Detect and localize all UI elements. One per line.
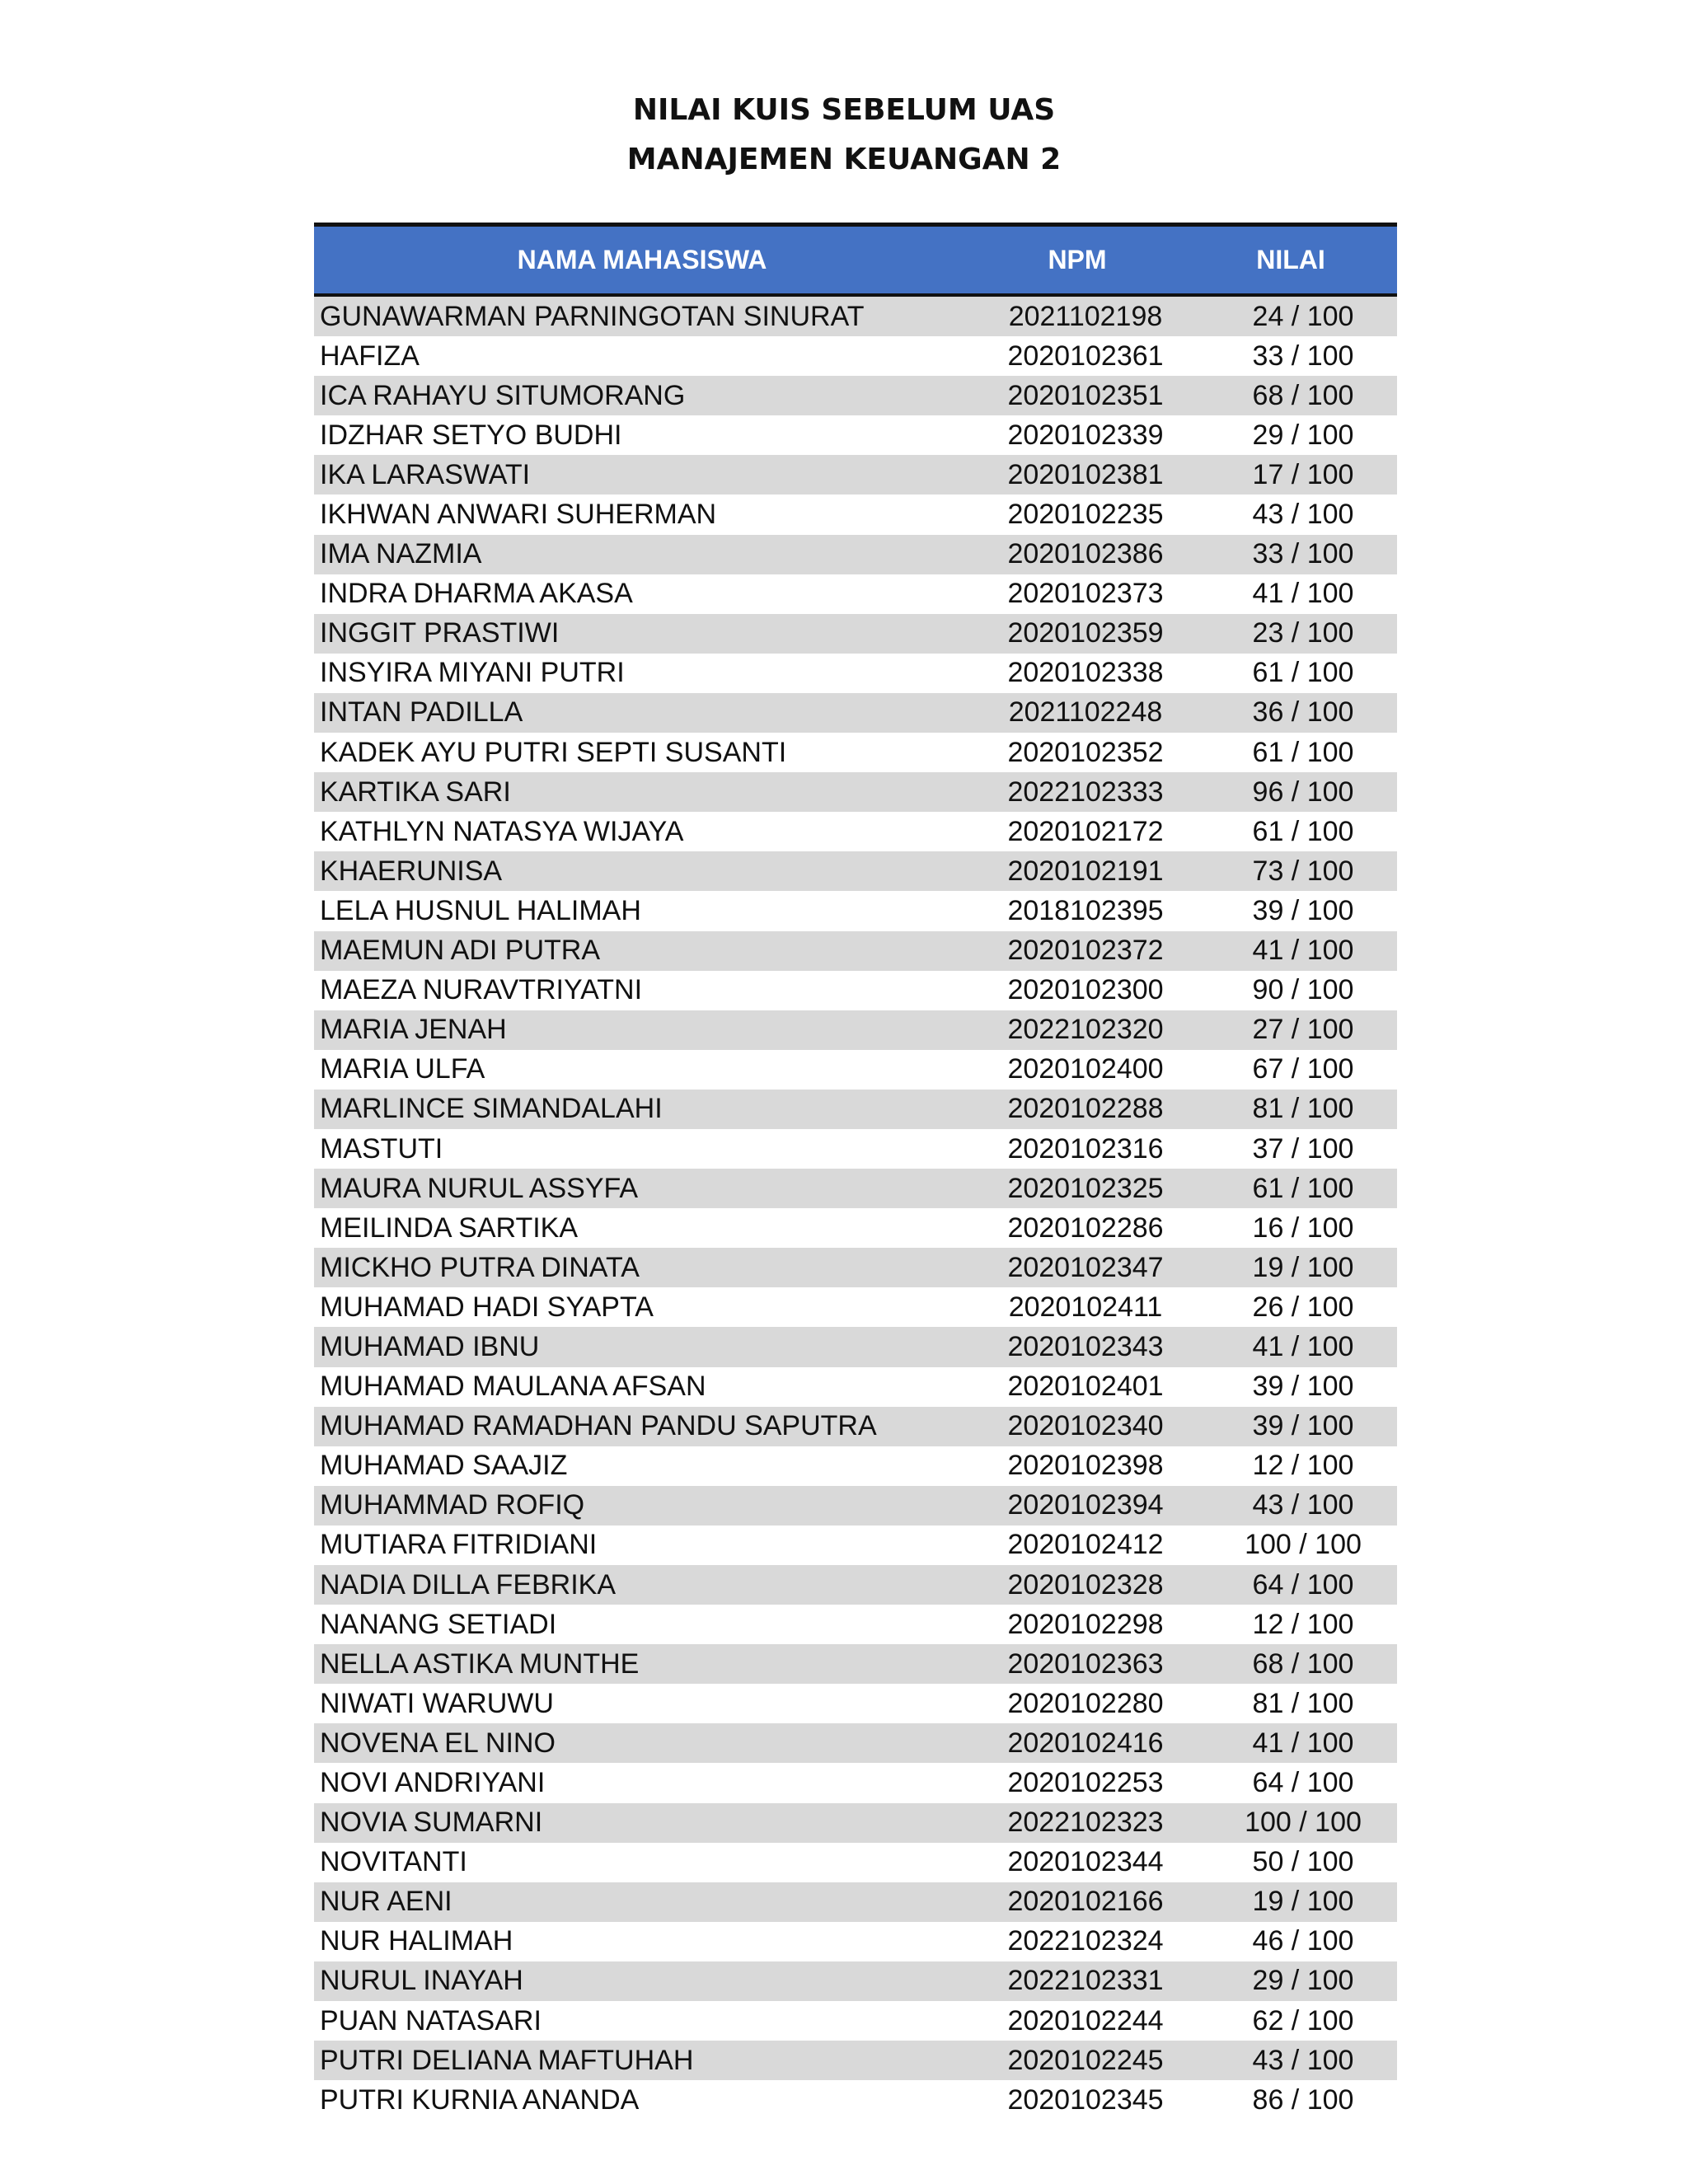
cell-npm: 2022102333 xyxy=(1007,776,1164,808)
cell-nama-mahasiswa: IMA NAZMIA xyxy=(320,538,482,570)
cell-nilai: 64 / 100 xyxy=(1252,1767,1354,1799)
cell-npm: 2020102339 xyxy=(1007,419,1164,451)
cell-npm: 2022102320 xyxy=(1007,1014,1164,1046)
cell-nama-mahasiswa: KADEK AYU PUTRI SEPTI SUSANTI xyxy=(320,736,787,768)
cell-npm: 2020102316 xyxy=(1007,1132,1164,1165)
table-row xyxy=(314,376,1397,415)
table-row xyxy=(314,1882,1397,1922)
table-row xyxy=(314,2041,1397,2080)
table-header-row xyxy=(314,227,1397,293)
table-row xyxy=(314,1526,1397,1565)
cell-nilai: 41 / 100 xyxy=(1252,935,1354,967)
cell-nama-mahasiswa: KATHLYN NATASYA WIJAYA xyxy=(320,815,684,847)
header-nilai: NILAI xyxy=(1256,245,1325,274)
cell-npm: 2020102345 xyxy=(1007,2083,1164,2116)
table-row xyxy=(314,1407,1397,1446)
cell-nilai: 61 / 100 xyxy=(1252,657,1354,689)
cell-nama-mahasiswa: MUHAMAD HADI SYAPTA xyxy=(320,1291,654,1323)
cell-nama-mahasiswa: LELA HUSNUL HALIMAH xyxy=(320,894,641,926)
cell-nilai: 23 / 100 xyxy=(1252,617,1354,649)
cell-nama-mahasiswa: NIWATI WARUWU xyxy=(320,1687,554,1719)
header-npm: NPM xyxy=(1048,245,1107,274)
cell-nama-mahasiswa: NELLA ASTIKA MUNTHE xyxy=(320,1647,640,1680)
cell-nama-mahasiswa: INDRA DHARMA AKASA xyxy=(320,578,633,610)
cell-nama-mahasiswa: NANANG SETIADI xyxy=(320,1608,557,1640)
table-row xyxy=(314,1367,1397,1407)
table-row xyxy=(314,2080,1397,2120)
cell-npm: 2022102331 xyxy=(1007,1965,1164,1997)
cell-nilai: 81 / 100 xyxy=(1252,1093,1354,1125)
cell-nama-mahasiswa: MARIA ULFA xyxy=(320,1053,485,1085)
cell-nilai: 61 / 100 xyxy=(1252,815,1354,847)
table-row xyxy=(314,1723,1397,1763)
table-row xyxy=(314,2001,1397,2041)
cell-nama-mahasiswa: NOVI ANDRIYANI xyxy=(320,1767,546,1799)
table-row xyxy=(314,1565,1397,1605)
table-row xyxy=(314,1208,1397,1248)
cell-npm: 2020102172 xyxy=(1007,815,1164,847)
cell-nilai: 12 / 100 xyxy=(1252,1608,1354,1640)
table-row xyxy=(314,1446,1397,1486)
cell-nilai: 33 / 100 xyxy=(1252,340,1354,372)
cell-nilai: 67 / 100 xyxy=(1252,1053,1354,1085)
cell-nilai: 64 / 100 xyxy=(1252,1568,1354,1601)
cell-npm: 2020102280 xyxy=(1007,1687,1164,1719)
cell-nama-mahasiswa: PUTRI DELIANA MAFTUHAH xyxy=(320,2044,694,2076)
cell-npm: 2020102325 xyxy=(1007,1172,1164,1204)
cell-npm: 2020102372 xyxy=(1007,935,1164,967)
table-row xyxy=(314,574,1397,614)
cell-nilai: 46 / 100 xyxy=(1252,1925,1354,1957)
cell-npm: 2020102411 xyxy=(1008,1291,1163,1323)
cell-npm: 2020102235 xyxy=(1007,499,1164,531)
cell-nama-mahasiswa: GUNAWARMAN PARNINGOTAN SINURAT xyxy=(320,300,865,332)
cell-nilai: 50 / 100 xyxy=(1252,1846,1354,1878)
table-row xyxy=(314,1803,1397,1843)
cell-npm: 2020102245 xyxy=(1007,2044,1164,2076)
cell-nilai: 26 / 100 xyxy=(1252,1291,1354,1323)
cell-nilai: 24 / 100 xyxy=(1252,300,1354,332)
cell-npm: 2020102394 xyxy=(1007,1489,1164,1521)
cell-nama-mahasiswa: INGGIT PRASTIWI xyxy=(320,617,560,649)
cell-nama-mahasiswa: MUHAMAD SAAJIZ xyxy=(320,1450,568,1482)
cell-nilai: 19 / 100 xyxy=(1252,1251,1354,1283)
table-row xyxy=(314,971,1397,1010)
header-nama-mahasiswa: NAMA MAHASISWA xyxy=(517,245,767,274)
cell-npm: 2020102381 xyxy=(1007,458,1164,490)
cell-nama-mahasiswa: MUHAMMAD ROFIQ xyxy=(320,1489,585,1521)
table-row xyxy=(314,1684,1397,1723)
cell-nama-mahasiswa: IKHWAN ANWARI SUHERMAN xyxy=(320,499,717,531)
table-row xyxy=(314,1050,1397,1090)
cell-nama-mahasiswa: ICA RAHAYU SITUMORANG xyxy=(320,379,686,411)
table-body xyxy=(314,297,1397,2120)
table-row xyxy=(314,1129,1397,1169)
table-row xyxy=(314,1090,1397,1129)
cell-nama-mahasiswa: HAFIZA xyxy=(320,340,420,372)
cell-nama-mahasiswa: NADIA DILLA FEBRIKA xyxy=(320,1568,617,1601)
cell-npm: 2020102300 xyxy=(1007,974,1164,1006)
cell-npm: 2020102351 xyxy=(1007,379,1164,411)
table-row xyxy=(314,1843,1397,1882)
cell-nilai: 17 / 100 xyxy=(1252,458,1354,490)
cell-npm: 2020102416 xyxy=(1007,1727,1164,1759)
table-row xyxy=(314,494,1397,534)
table-row xyxy=(314,336,1397,376)
cell-npm: 2020102298 xyxy=(1007,1608,1164,1640)
cell-npm: 2020102386 xyxy=(1007,538,1164,570)
grade-table xyxy=(314,223,1397,2120)
cell-npm: 2020102347 xyxy=(1007,1251,1164,1283)
table-row xyxy=(314,1327,1397,1366)
cell-npm: 2020102359 xyxy=(1007,617,1164,649)
cell-nama-mahasiswa: KHAERUNISA xyxy=(320,855,503,887)
cell-nama-mahasiswa: MUHAMAD MAULANA AFSAN xyxy=(320,1371,706,1403)
table-row xyxy=(314,1605,1397,1644)
cell-npm: 2020102352 xyxy=(1007,736,1164,768)
cell-nilai: 62 / 100 xyxy=(1252,2004,1354,2036)
cell-nama-mahasiswa: KARTIKA SARI xyxy=(320,776,511,808)
table-row xyxy=(314,1010,1397,1050)
cell-nilai: 100 / 100 xyxy=(1245,1807,1362,1839)
cell-nilai: 33 / 100 xyxy=(1252,538,1354,570)
cell-npm: 2020102361 xyxy=(1007,340,1164,372)
cell-nama-mahasiswa: NURUL INAYAH xyxy=(320,1965,523,1997)
cell-npm: 2020102340 xyxy=(1007,1410,1164,1442)
cell-npm: 2020102412 xyxy=(1007,1529,1164,1561)
table-row xyxy=(314,1922,1397,1961)
cell-nama-mahasiswa: MARIA JENAH xyxy=(320,1014,507,1046)
cell-nama-mahasiswa: MEILINDA SARTIKA xyxy=(320,1212,579,1244)
cell-npm: 2020102286 xyxy=(1007,1212,1164,1244)
table-row xyxy=(314,614,1397,654)
cell-npm: 2021102198 xyxy=(1008,300,1163,332)
table-row xyxy=(314,1169,1397,1208)
cell-nilai: 61 / 100 xyxy=(1252,1172,1354,1204)
table-row xyxy=(314,455,1397,494)
cell-nama-mahasiswa: MICKHO PUTRA DINATA xyxy=(320,1251,640,1283)
cell-npm: 2020102344 xyxy=(1007,1846,1164,1878)
cell-npm: 2020102253 xyxy=(1007,1767,1164,1799)
cell-npm: 2020102191 xyxy=(1007,855,1164,887)
title-line-2: MANAJEMEN KEUANGAN 2 xyxy=(626,143,1062,176)
cell-nilai: 41 / 100 xyxy=(1252,1727,1354,1759)
title-line-1: NILAI KUIS SEBELUM UAS xyxy=(632,93,1056,127)
cell-nama-mahasiswa: INTAN PADILLA xyxy=(320,696,523,729)
table-row xyxy=(314,1763,1397,1802)
cell-npm: 2020102166 xyxy=(1007,1886,1164,1918)
cell-npm: 2018102395 xyxy=(1007,894,1164,926)
cell-nama-mahasiswa: MAEMUN ADI PUTRA xyxy=(320,935,601,967)
cell-nilai: 100 / 100 xyxy=(1245,1529,1362,1561)
cell-nilai: 68 / 100 xyxy=(1252,379,1354,411)
cell-nama-mahasiswa: PUTRI KURNIA ANANDA xyxy=(320,2083,640,2116)
cell-nama-mahasiswa: MASTUTI xyxy=(320,1132,443,1165)
cell-nilai: 86 / 100 xyxy=(1252,2083,1354,2116)
cell-npm: 2020102244 xyxy=(1007,2004,1164,2036)
cell-nilai: 41 / 100 xyxy=(1252,1330,1354,1362)
cell-nilai: 61 / 100 xyxy=(1252,736,1354,768)
cell-npm: 2020102400 xyxy=(1007,1053,1164,1085)
cell-nilai: 29 / 100 xyxy=(1252,1965,1354,1997)
table-row xyxy=(314,415,1397,455)
cell-npm: 2022102324 xyxy=(1007,1925,1164,1957)
table-row xyxy=(314,851,1397,891)
cell-nama-mahasiswa: NUR HALIMAH xyxy=(320,1925,513,1957)
cell-nama-mahasiswa: NOVITANTI xyxy=(320,1846,467,1878)
cell-nilai: 19 / 100 xyxy=(1252,1886,1354,1918)
cell-nama-mahasiswa: NOVIA SUMARNI xyxy=(320,1807,543,1839)
table-row xyxy=(314,812,1397,851)
cell-nilai: 39 / 100 xyxy=(1252,1410,1354,1442)
cell-nama-mahasiswa: MUTIARA FITRIDIANI xyxy=(320,1529,598,1561)
table-row xyxy=(314,891,1397,930)
cell-nama-mahasiswa: MUHAMAD RAMADHAN PANDU SAPUTRA xyxy=(320,1410,877,1442)
cell-nama-mahasiswa: NUR AENI xyxy=(320,1886,452,1918)
cell-nilai: 90 / 100 xyxy=(1252,974,1354,1006)
table-row xyxy=(314,1248,1397,1287)
table-row xyxy=(314,654,1397,693)
cell-nama-mahasiswa: INSYIRA MIYANI PUTRI xyxy=(320,657,625,689)
table-row xyxy=(314,772,1397,812)
cell-npm: 2020102373 xyxy=(1007,578,1164,610)
cell-nilai: 43 / 100 xyxy=(1252,1489,1354,1521)
cell-nilai: 27 / 100 xyxy=(1252,1014,1354,1046)
cell-npm: 2020102401 xyxy=(1007,1371,1164,1403)
cell-nama-mahasiswa: NOVENA EL NINO xyxy=(320,1727,556,1759)
page-title xyxy=(0,86,1688,185)
table-row xyxy=(314,297,1397,336)
cell-nilai: 29 / 100 xyxy=(1252,419,1354,451)
table-row xyxy=(314,1644,1397,1684)
cell-nama-mahasiswa: MAEZA NURAVTRIYATNI xyxy=(320,974,643,1006)
cell-nama-mahasiswa: MUHAMAD IBNU xyxy=(320,1330,540,1362)
cell-nilai: 37 / 100 xyxy=(1252,1132,1354,1165)
cell-npm: 2020102363 xyxy=(1007,1647,1164,1680)
table-row xyxy=(314,535,1397,574)
cell-nilai: 73 / 100 xyxy=(1252,855,1354,887)
cell-nilai: 43 / 100 xyxy=(1252,499,1354,531)
cell-nilai: 36 / 100 xyxy=(1252,696,1354,729)
cell-npm: 2020102328 xyxy=(1007,1568,1164,1601)
cell-npm: 2020102288 xyxy=(1007,1093,1164,1125)
table-row xyxy=(314,693,1397,733)
cell-nilai: 41 / 100 xyxy=(1252,578,1354,610)
cell-npm: 2021102248 xyxy=(1008,696,1163,729)
table-row xyxy=(314,931,1397,971)
cell-nama-mahasiswa: MAURA NURUL ASSYFA xyxy=(320,1172,639,1204)
table-row xyxy=(314,1961,1397,2001)
cell-npm: 2020102338 xyxy=(1007,657,1164,689)
table-row xyxy=(314,1287,1397,1327)
cell-nilai: 68 / 100 xyxy=(1252,1647,1354,1680)
cell-nilai: 43 / 100 xyxy=(1252,2044,1354,2076)
cell-npm: 2020102398 xyxy=(1007,1450,1164,1482)
table-row xyxy=(314,733,1397,772)
cell-npm: 2020102343 xyxy=(1007,1330,1164,1362)
cell-nama-mahasiswa: IDZHAR SETYO BUDHI xyxy=(320,419,622,451)
cell-nilai: 39 / 100 xyxy=(1252,894,1354,926)
cell-nilai: 96 / 100 xyxy=(1252,776,1354,808)
cell-nama-mahasiswa: IKA LARASWATI xyxy=(320,458,531,490)
cell-nama-mahasiswa: PUAN NATASARI xyxy=(320,2004,542,2036)
cell-nilai: 12 / 100 xyxy=(1252,1450,1354,1482)
table-row xyxy=(314,1486,1397,1526)
cell-nilai: 81 / 100 xyxy=(1252,1687,1354,1719)
cell-nilai: 16 / 100 xyxy=(1252,1212,1354,1244)
cell-npm: 2022102323 xyxy=(1007,1807,1164,1839)
cell-nama-mahasiswa: MARLINCE SIMANDALAHI xyxy=(320,1093,663,1125)
cell-nilai: 39 / 100 xyxy=(1252,1371,1354,1403)
